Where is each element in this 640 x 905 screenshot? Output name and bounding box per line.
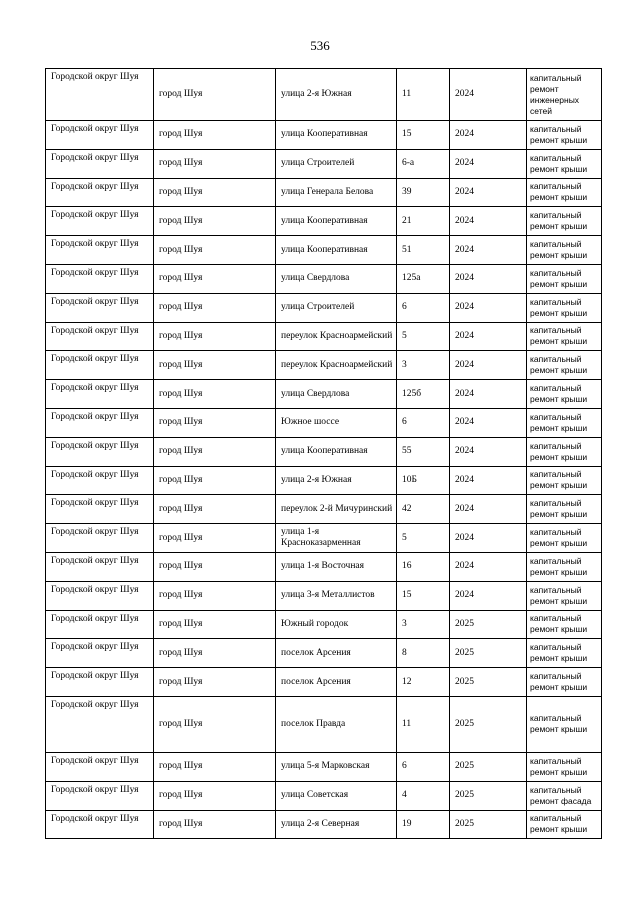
table-row	[46, 466, 602, 495]
city-cell: город Шуя	[154, 207, 276, 236]
house-number-cell: 21	[397, 207, 450, 236]
year-cell: 2024	[450, 178, 527, 207]
year-cell: 2024	[450, 236, 527, 265]
city-cell: город Шуя	[154, 552, 276, 581]
district-cell: Городской округ Шуя	[46, 810, 154, 839]
house-number-cell: 12	[397, 668, 450, 697]
year-cell: 2024	[450, 121, 527, 150]
street-cell: Южный городок	[276, 610, 397, 639]
district-cell: Городской округ Шуя	[46, 380, 154, 409]
city-cell: город Шуя	[154, 495, 276, 524]
house-number-cell: 11	[397, 69, 450, 121]
district-cell: Городской округ Шуя	[46, 524, 154, 553]
city-cell: город Шуя	[154, 149, 276, 178]
house-number-cell: 6-а	[397, 149, 450, 178]
table-row	[46, 610, 602, 639]
work-type-cell: капитальный ремонт крыши	[527, 178, 602, 207]
year-cell: 2024	[450, 466, 527, 495]
district-cell: Городской округ Шуя	[46, 236, 154, 265]
street-cell: улица 1-я Восточная	[276, 552, 397, 581]
table-row	[46, 322, 602, 351]
table-row	[46, 639, 602, 668]
year-cell: 2024	[450, 524, 527, 553]
page-number: 536	[310, 38, 330, 53]
city-cell: город Шуя	[154, 293, 276, 322]
table-row	[46, 264, 602, 293]
year-cell: 2025	[450, 810, 527, 839]
work-type-cell: капитальный ремонт крыши	[527, 293, 602, 322]
work-type-cell: капитальный ремонт крыши	[527, 380, 602, 409]
district-cell: Городской округ Шуя	[46, 149, 154, 178]
work-type-cell: капитальный ремонт крыши	[527, 524, 602, 553]
street-cell: поселок Арсения	[276, 639, 397, 668]
street-cell: Южное шоссе	[276, 408, 397, 437]
city-cell: город Шуя	[154, 610, 276, 639]
work-type-cell: капитальный ремонт крыши	[527, 552, 602, 581]
city-cell: город Шуя	[154, 178, 276, 207]
street-cell: улица Кооперативная	[276, 121, 397, 150]
table-row	[46, 121, 602, 150]
house-number-cell: 19	[397, 810, 450, 839]
year-cell: 2024	[450, 322, 527, 351]
city-cell: город Шуя	[154, 264, 276, 293]
house-number-cell: 55	[397, 437, 450, 466]
work-type-cell: капитальный ремонт фасада	[527, 781, 602, 810]
street-cell: улица Свердлова	[276, 264, 397, 293]
house-number-cell: 16	[397, 552, 450, 581]
table-row	[46, 437, 602, 466]
district-cell: Городской округ Шуя	[46, 408, 154, 437]
street-cell: улица Кооперативная	[276, 437, 397, 466]
work-type-cell: капитальный ремонт крыши	[527, 581, 602, 610]
district-cell: Городской округ Шуя	[46, 639, 154, 668]
work-type-cell: капитальный ремонт крыши	[527, 121, 602, 150]
district-cell: Городской округ Шуя	[46, 121, 154, 150]
district-cell: Городской округ Шуя	[46, 178, 154, 207]
work-type-cell: капитальный ремонт крыши	[527, 495, 602, 524]
city-cell: город Шуя	[154, 668, 276, 697]
table-row	[46, 207, 602, 236]
house-number-cell: 5	[397, 322, 450, 351]
work-type-cell: капитальный ремонт крыши	[527, 322, 602, 351]
street-cell: улица 2-я Южная	[276, 466, 397, 495]
district-cell: Городской округ Шуя	[46, 781, 154, 810]
district-cell: Городской округ Шуя	[46, 293, 154, 322]
street-cell: улица Строителей	[276, 293, 397, 322]
district-cell: Городской округ Шуя	[46, 207, 154, 236]
city-cell: город Шуя	[154, 437, 276, 466]
work-type-cell: капитальный ремонт крыши	[527, 696, 602, 752]
city-cell: город Шуя	[154, 236, 276, 265]
city-cell: город Шуя	[154, 696, 276, 752]
street-cell: переулок 2-й Мичуринский	[276, 495, 397, 524]
table-row	[46, 178, 602, 207]
work-type-cell: капитальный ремонт инженерных сетей	[527, 69, 602, 121]
work-type-cell: капитальный ремонт крыши	[527, 408, 602, 437]
table-row	[46, 236, 602, 265]
district-cell: Городской округ Шуя	[46, 437, 154, 466]
street-cell: улица Генерала Белова	[276, 178, 397, 207]
district-cell: Городской округ Шуя	[46, 495, 154, 524]
year-cell: 2024	[450, 69, 527, 121]
year-cell: 2024	[450, 380, 527, 409]
district-cell: Городской округ Шуя	[46, 322, 154, 351]
work-type-cell: капитальный ремонт крыши	[527, 351, 602, 380]
table-row	[46, 696, 602, 752]
table-row	[46, 293, 602, 322]
table-row	[46, 69, 602, 121]
table-row	[46, 752, 602, 781]
district-cell: Городской округ Шуя	[46, 351, 154, 380]
house-number-cell: 10Б	[397, 466, 450, 495]
work-type-cell: капитальный ремонт крыши	[527, 466, 602, 495]
house-number-cell: 8	[397, 639, 450, 668]
house-number-cell: 3	[397, 351, 450, 380]
street-cell: улица Советская	[276, 781, 397, 810]
district-cell: Городской округ Шуя	[46, 610, 154, 639]
district-cell: Городской округ Шуя	[46, 668, 154, 697]
street-cell: переулок Красноармейский	[276, 322, 397, 351]
year-cell: 2024	[450, 207, 527, 236]
city-cell: город Шуя	[154, 121, 276, 150]
year-cell: 2024	[450, 495, 527, 524]
house-number-cell: 6	[397, 293, 450, 322]
table-row	[46, 380, 602, 409]
street-cell: улица 5-я Марковская	[276, 752, 397, 781]
street-cell: переулок Красноармейский	[276, 351, 397, 380]
house-number-cell: 6	[397, 408, 450, 437]
house-number-cell: 15	[397, 121, 450, 150]
house-number-cell: 4	[397, 781, 450, 810]
street-cell: улица Кооперативная	[276, 236, 397, 265]
work-type-cell: капитальный ремонт крыши	[527, 810, 602, 839]
work-type-cell: капитальный ремонт крыши	[527, 264, 602, 293]
street-cell: поселок Правда	[276, 696, 397, 752]
house-number-cell: 39	[397, 178, 450, 207]
work-type-cell: капитальный ремонт крыши	[527, 639, 602, 668]
year-cell: 2024	[450, 264, 527, 293]
year-cell: 2025	[450, 696, 527, 752]
work-type-cell: капитальный ремонт крыши	[527, 236, 602, 265]
city-cell: город Шуя	[154, 408, 276, 437]
street-cell: улица Строителей	[276, 149, 397, 178]
house-number-cell: 6	[397, 752, 450, 781]
district-cell: Городской округ Шуя	[46, 752, 154, 781]
street-cell: улица 3-я Металлистов	[276, 581, 397, 610]
year-cell: 2025	[450, 610, 527, 639]
house-number-cell: 5	[397, 524, 450, 553]
house-number-cell: 125а	[397, 264, 450, 293]
house-number-cell: 11	[397, 696, 450, 752]
year-cell: 2025	[450, 752, 527, 781]
house-number-cell: 125б	[397, 380, 450, 409]
street-cell: поселок Арсения	[276, 668, 397, 697]
street-cell: улица 2-я Северная	[276, 810, 397, 839]
house-number-cell: 15	[397, 581, 450, 610]
city-cell: город Шуя	[154, 322, 276, 351]
year-cell: 2024	[450, 552, 527, 581]
district-cell: Городской округ Шуя	[46, 581, 154, 610]
work-type-cell: капитальный ремонт крыши	[527, 149, 602, 178]
city-cell: город Шуя	[154, 810, 276, 839]
table-row	[46, 810, 602, 839]
table-row	[46, 581, 602, 610]
year-cell: 2025	[450, 668, 527, 697]
city-cell: город Шуя	[154, 380, 276, 409]
year-cell: 2024	[450, 149, 527, 178]
street-cell: улица 1-я Красноказарменная	[276, 524, 397, 553]
city-cell: город Шуя	[154, 639, 276, 668]
city-cell: город Шуя	[154, 69, 276, 121]
year-cell: 2025	[450, 781, 527, 810]
work-type-cell: капитальный ремонт крыши	[527, 437, 602, 466]
work-type-cell: капитальный ремонт крыши	[527, 752, 602, 781]
street-cell: улица Свердлова	[276, 380, 397, 409]
year-cell: 2024	[450, 351, 527, 380]
city-cell: город Шуя	[154, 781, 276, 810]
year-cell: 2025	[450, 639, 527, 668]
city-cell: город Шуя	[154, 752, 276, 781]
table-row	[46, 495, 602, 524]
city-cell: город Шуя	[154, 466, 276, 495]
table-row	[46, 781, 602, 810]
table-row	[46, 149, 602, 178]
table-row	[46, 668, 602, 697]
house-number-cell: 51	[397, 236, 450, 265]
district-cell: Городской округ Шуя	[46, 69, 154, 121]
work-type-cell: капитальный ремонт крыши	[527, 668, 602, 697]
district-cell: Городской округ Шуя	[46, 552, 154, 581]
district-cell: Городской округ Шуя	[46, 696, 154, 752]
city-cell: город Шуя	[154, 351, 276, 380]
house-number-cell: 3	[397, 610, 450, 639]
street-cell: улица Кооперативная	[276, 207, 397, 236]
city-cell: город Шуя	[154, 524, 276, 553]
work-type-cell: капитальный ремонт крыши	[527, 207, 602, 236]
house-number-cell: 42	[397, 495, 450, 524]
year-cell: 2024	[450, 408, 527, 437]
table-body	[46, 69, 602, 839]
table-row	[46, 351, 602, 380]
district-cell: Городской округ Шуя	[46, 466, 154, 495]
table-row	[46, 524, 602, 553]
table-row	[46, 552, 602, 581]
year-cell: 2024	[450, 581, 527, 610]
city-cell: город Шуя	[154, 581, 276, 610]
work-type-cell: капитальный ремонт крыши	[527, 610, 602, 639]
table-row	[46, 408, 602, 437]
district-cell: Городской округ Шуя	[46, 264, 154, 293]
repair-schedule-table	[45, 68, 602, 839]
street-cell: улица 2-я Южная	[276, 69, 397, 121]
year-cell: 2024	[450, 293, 527, 322]
year-cell: 2024	[450, 437, 527, 466]
